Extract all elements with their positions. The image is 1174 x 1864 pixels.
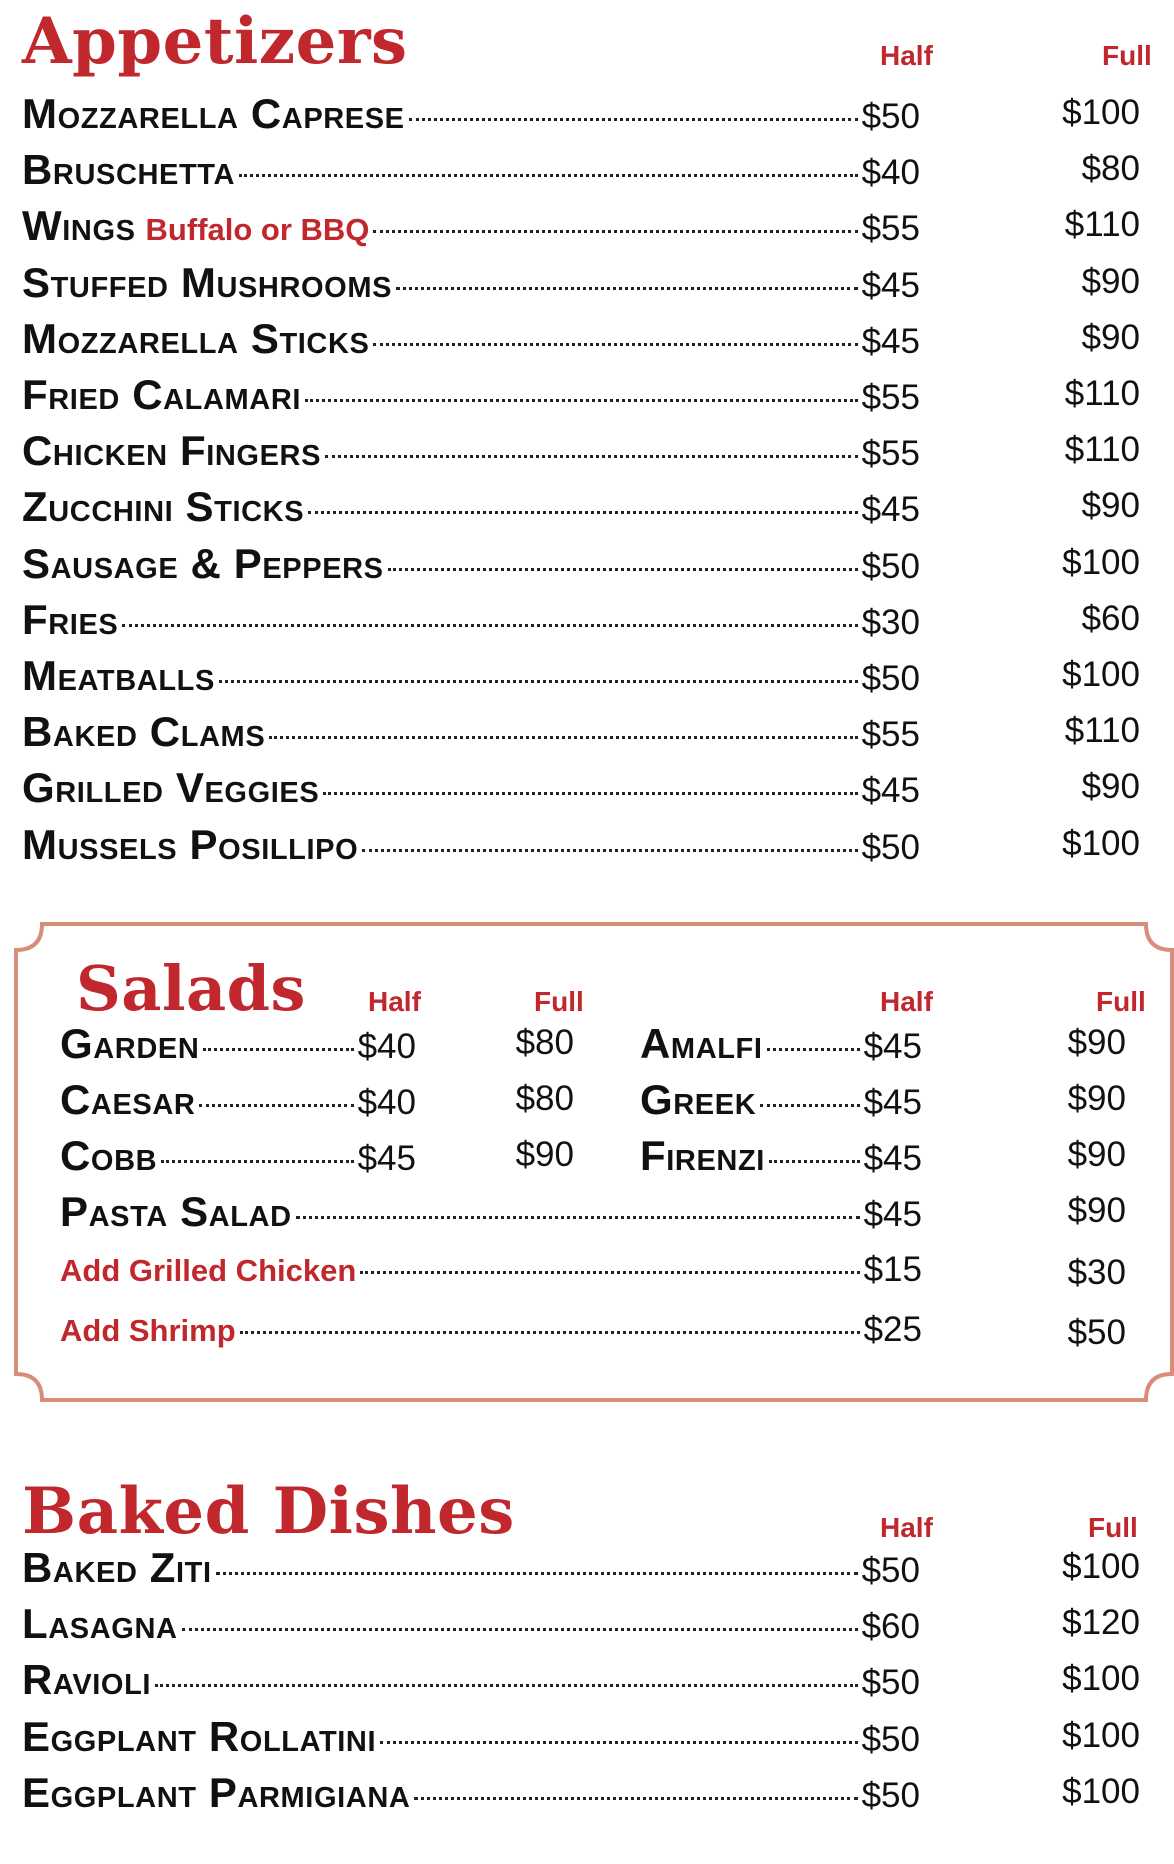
half-price: $50 xyxy=(861,659,920,698)
dot-leader xyxy=(122,624,857,627)
full-price: $100 xyxy=(1062,655,1140,694)
salad-row xyxy=(60,1020,416,1072)
full-price: $90 xyxy=(1067,1023,1126,1062)
dot-leader xyxy=(414,1797,857,1800)
item-name: Mozzarella Caprese xyxy=(22,90,405,137)
full-price: $100 xyxy=(1062,542,1140,582)
dot-leader xyxy=(323,792,857,795)
appetizer-row xyxy=(22,540,920,592)
full-price: $90 xyxy=(1067,1135,1126,1174)
appetizer-row xyxy=(22,90,920,142)
dot-leader xyxy=(769,1160,860,1163)
full-price: $90 xyxy=(515,1135,574,1174)
dot-leader xyxy=(296,1216,860,1219)
full-price: $50 xyxy=(1067,1313,1126,1352)
half-price: $50 xyxy=(861,1775,920,1815)
dot-leader xyxy=(380,1741,857,1744)
half-price: $30 xyxy=(861,602,920,642)
half-price: $45 xyxy=(357,1139,416,1178)
salads-left-half-header: Half xyxy=(368,986,421,1017)
half-price: $45 xyxy=(861,321,920,361)
salad-addon-row xyxy=(60,1310,922,1362)
appetizer-row xyxy=(22,708,920,760)
half-price: $55 xyxy=(861,378,920,417)
dot-leader xyxy=(373,230,857,233)
full-price: $100 xyxy=(1062,1547,1140,1586)
appetizer-row xyxy=(22,596,920,648)
dot-leader xyxy=(203,1048,353,1051)
addon-name: Add Grilled Chicken xyxy=(60,1253,357,1288)
appetizer-row xyxy=(22,821,920,873)
half-price: $60 xyxy=(861,1607,920,1647)
salad-row xyxy=(60,1132,416,1184)
half-price: $15 xyxy=(863,1250,922,1289)
half-price: $40 xyxy=(357,1083,416,1122)
dot-leader xyxy=(388,568,858,571)
item-name: Greek xyxy=(640,1076,757,1123)
appetizer-row xyxy=(22,202,920,254)
item-name: Zucchini Sticks xyxy=(22,483,305,531)
item-name: Bruschetta xyxy=(22,146,236,194)
half-price: $40 xyxy=(357,1027,416,1066)
full-price: $100 xyxy=(1062,1715,1140,1755)
full-price: $90 xyxy=(1081,317,1140,357)
dot-leader xyxy=(360,1271,859,1274)
dot-leader xyxy=(161,1160,353,1163)
dot-leader xyxy=(409,118,858,121)
item-name: Baked Ziti xyxy=(22,1544,212,1591)
appetizer-row xyxy=(22,652,920,704)
item-name: Pasta Salad xyxy=(60,1188,292,1235)
appetizers-title: Appetizers xyxy=(22,4,408,79)
baked-row xyxy=(22,1713,920,1765)
appetizers-half-header: Half xyxy=(880,40,933,71)
baked-row xyxy=(22,1600,920,1652)
item-name: Sausage & Peppers xyxy=(22,539,384,587)
item-name: Cobb xyxy=(60,1132,158,1179)
half-price: $50 xyxy=(861,827,920,867)
full-price: $80 xyxy=(1081,149,1140,189)
half-price: $55 xyxy=(861,715,920,755)
half-price: $45 xyxy=(861,771,920,811)
half-price: $45 xyxy=(863,1027,922,1066)
full-price: $90 xyxy=(1081,486,1140,526)
appetizer-row xyxy=(22,146,920,198)
full-price: $100 xyxy=(1062,823,1140,863)
full-price: $100 xyxy=(1062,1659,1140,1699)
item-name: Mozzarella Sticks xyxy=(22,314,370,362)
full-price: $80 xyxy=(515,1023,574,1062)
item-name: Meatballs xyxy=(22,652,215,699)
full-price: $80 xyxy=(515,1079,574,1118)
full-price: $110 xyxy=(1064,205,1140,245)
half-price: $50 xyxy=(861,1551,920,1590)
item-name: Caesar xyxy=(60,1076,196,1123)
dot-leader xyxy=(396,287,858,290)
salads-title: Salads xyxy=(76,952,306,1025)
salad-addon-row xyxy=(60,1250,922,1302)
item-name: Garden xyxy=(60,1020,200,1067)
item-name: Ravioli xyxy=(22,1656,152,1704)
salads-right-half-header: Half xyxy=(880,986,933,1017)
baked-row xyxy=(22,1769,920,1821)
full-price: $120 xyxy=(1062,1603,1140,1643)
addon-name: Add Shrimp xyxy=(60,1313,236,1348)
baked-half-header: Half xyxy=(880,1512,933,1543)
item-name: Eggplant Rollatini xyxy=(22,1712,377,1760)
baked-dishes-title: Baked Dishes xyxy=(22,1474,515,1549)
salads-right-full-header: Full xyxy=(1096,986,1146,1017)
appetizer-row xyxy=(22,315,920,367)
half-price: $50 xyxy=(861,546,920,586)
item-name: Firenzi xyxy=(640,1132,765,1179)
dot-leader xyxy=(239,174,858,177)
dot-leader xyxy=(269,736,857,739)
dot-leader xyxy=(155,1684,858,1687)
baked-row xyxy=(22,1656,920,1708)
half-price: $45 xyxy=(861,265,920,305)
full-price: $90 xyxy=(1081,261,1140,301)
full-price: $110 xyxy=(1064,374,1140,413)
item-name: Stuffed Mushrooms xyxy=(22,258,393,306)
full-price: $60 xyxy=(1081,598,1140,638)
item-name: Chicken Fingers xyxy=(22,427,322,475)
half-price: $55 xyxy=(861,209,920,249)
salad-row xyxy=(640,1020,922,1072)
full-price: $100 xyxy=(1062,93,1140,132)
salad-row xyxy=(60,1076,416,1128)
dot-leader xyxy=(199,1104,353,1107)
dot-leader xyxy=(362,849,857,852)
appetizer-row xyxy=(22,483,920,535)
half-price: $55 xyxy=(861,434,920,474)
dot-leader xyxy=(182,1628,858,1631)
item-name: Fried Calamari xyxy=(22,371,302,418)
full-price: $100 xyxy=(1062,1771,1140,1811)
full-price: $90 xyxy=(1067,1079,1126,1118)
half-price: $50 xyxy=(861,1719,920,1759)
half-price: $45 xyxy=(861,490,920,530)
half-price: $50 xyxy=(861,1663,920,1703)
dot-leader xyxy=(325,455,858,458)
full-price: $90 xyxy=(1067,1191,1126,1230)
item-name: Grilled Veggies xyxy=(22,764,320,812)
half-price: $40 xyxy=(861,153,920,193)
baked-full-header: Full xyxy=(1088,1512,1138,1543)
dot-leader xyxy=(305,399,858,402)
item-name: Baked Clams xyxy=(22,708,266,756)
dot-leader xyxy=(373,343,857,346)
salad-row xyxy=(60,1188,922,1240)
item-name: Amalfi xyxy=(640,1020,763,1067)
dot-leader xyxy=(308,511,857,514)
full-price: $90 xyxy=(1081,767,1140,807)
salad-row xyxy=(640,1076,922,1128)
appetizer-row xyxy=(22,259,920,311)
appetizer-row xyxy=(22,764,920,816)
half-price: $45 xyxy=(863,1195,922,1234)
item-name: Lasagna xyxy=(22,1600,178,1648)
item-name: Eggplant Parmigiana xyxy=(22,1768,411,1816)
item-note: Buffalo or BBQ xyxy=(145,212,370,248)
salad-row xyxy=(640,1132,922,1184)
baked-row xyxy=(22,1544,920,1596)
full-price: $110 xyxy=(1064,430,1140,470)
full-price: $110 xyxy=(1064,711,1140,751)
dot-leader xyxy=(219,680,858,683)
half-price: $45 xyxy=(863,1139,922,1178)
half-price: $50 xyxy=(861,97,920,136)
appetizer-row xyxy=(22,371,920,423)
dot-leader xyxy=(760,1104,859,1107)
full-price: $30 xyxy=(1067,1253,1126,1292)
appetizer-row xyxy=(22,427,920,479)
item-name: Fries xyxy=(22,595,119,643)
dot-leader xyxy=(240,1331,860,1334)
dot-leader xyxy=(216,1572,858,1575)
salads-left-full-header: Full xyxy=(534,986,584,1017)
half-price: $45 xyxy=(863,1083,922,1122)
item-name: Mussels Posillipo xyxy=(22,820,359,868)
dot-leader xyxy=(767,1048,860,1051)
item-name: Wings xyxy=(22,202,136,250)
half-price: $25 xyxy=(863,1310,922,1349)
appetizers-full-header: Full xyxy=(1102,40,1152,71)
